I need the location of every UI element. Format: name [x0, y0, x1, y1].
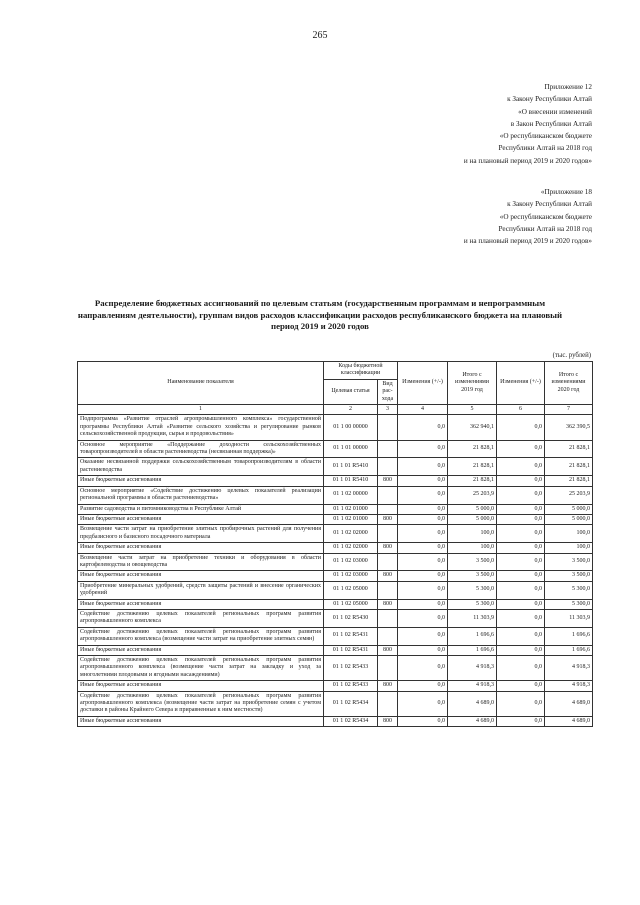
row-target-code-cell: 01 1 01 R5410 [324, 458, 378, 476]
appendix-line: и на плановый период 2019 и 2020 годов» [463, 237, 592, 246]
table-row [78, 514, 593, 524]
row-total-2020-cell: 11 303,9 [545, 609, 593, 627]
row-expense-type-cell [378, 553, 398, 571]
row-change-2019-cell: 0,0 [398, 609, 448, 627]
row-change-2019-cell: 0,0 [398, 514, 448, 524]
row-expense-type-cell: 800 [378, 514, 398, 524]
row-total-2019-cell: 5 300,0 [448, 599, 497, 609]
row-change-2019-cell: 0,0 [398, 656, 448, 681]
row-name-cell: Основное мероприятие «Содействие достижению целевых показателей реализации региональной программы в области растениеводства» [78, 486, 324, 504]
row-total-2020-cell: 21 828,1 [545, 440, 593, 458]
row-target-code-cell: 01 1 02 R5433 [324, 656, 378, 681]
row-target-code-cell: 01 1 02 R5434 [324, 716, 378, 726]
row-change-2020-cell: 0,0 [497, 716, 545, 726]
row-name-cell: Иные бюджетные ассигнования [78, 599, 324, 609]
row-name-cell: Содействие достижению целевых показателей региональных программ развития агропромышленного комплекса (возмещение части затрат на закладку и уход за многолетними плодовыми и ягодными насаждениями) [78, 656, 324, 681]
budget-table [77, 361, 593, 727]
row-total-2019-cell: 362 940,1 [448, 415, 497, 440]
row-expense-type-cell: 800 [378, 543, 398, 553]
row-name-cell: Иные бюджетные ассигнования [78, 543, 324, 553]
row-total-2019-cell: 100,0 [448, 525, 497, 543]
row-change-2019-cell: 0,0 [398, 681, 448, 691]
column-number: 7 [545, 405, 593, 415]
row-total-2020-cell: 100,0 [545, 525, 593, 543]
column-number: 6 [497, 405, 545, 415]
row-total-2020-cell: 5 000,0 [545, 504, 593, 514]
table-row [78, 415, 593, 440]
row-total-2019-cell: 1 696,6 [448, 645, 497, 655]
table-row [78, 486, 593, 504]
row-total-2019-cell: 5 000,0 [448, 504, 497, 514]
page-number: 265 [312, 30, 328, 41]
row-total-2019-cell: 25 203,9 [448, 486, 497, 504]
row-total-2020-cell: 1 696,6 [545, 645, 593, 655]
row-total-2020-cell: 5 300,0 [545, 581, 593, 599]
row-change-2020-cell: 0,0 [497, 581, 545, 599]
row-target-code-cell: 01 1 02 R5431 [324, 645, 378, 655]
row-change-2019-cell: 0,0 [398, 716, 448, 726]
column-number: 4 [398, 405, 448, 415]
column-numbers-row [78, 405, 593, 415]
row-total-2020-cell: 5 300,0 [545, 599, 593, 609]
appendix-line: «Приложение 18 [540, 188, 592, 196]
row-change-2020-cell: 0,0 [497, 458, 545, 476]
row-expense-type-cell [378, 656, 398, 681]
header-change-2020: Изменения (+/-) [497, 362, 545, 405]
table-row [78, 681, 593, 691]
row-expense-type-cell [378, 525, 398, 543]
row-total-2019-cell: 3 500,0 [448, 553, 497, 571]
column-number: 3 [378, 405, 398, 415]
appendix-line: к Закону Республики Алтай [507, 200, 592, 209]
row-change-2020-cell: 0,0 [497, 627, 545, 645]
row-name-cell: Содействие достижению целевых показателей региональных программ развития агропромышленного комплекса [78, 609, 324, 627]
row-change-2020-cell: 0,0 [497, 691, 545, 716]
row-total-2020-cell: 5 000,0 [545, 514, 593, 524]
row-name-cell: Подпрограмма «Развитие отраслей агропромышленного комплекса» государственной программы Республики Алтай «Развитие сельского хозяйства и регулирование рынков сельскохозяйственной продукции, сырья и продовольствия» [78, 415, 324, 440]
row-target-code-cell: 01 1 02 03000 [324, 571, 378, 581]
row-change-2020-cell: 0,0 [497, 476, 545, 486]
appendix-line: Республики Алтай на 2018 год [498, 224, 592, 233]
row-total-2019-cell: 21 828,1 [448, 476, 497, 486]
row-name-cell: Содействие достижению целевых показателей региональных программ развития агропромышленного комплекса (возмещение части затрат на приобретение элитных семян) [78, 627, 324, 645]
row-change-2020-cell: 0,0 [497, 514, 545, 524]
row-name-cell: Содействие достижению целевых показателей региональных программ развития агропромышленного комплекса (возмещение части затрат на приобретение семян с учетом доставки в районы Крайнего Севера и приравненные к ним местности) [78, 691, 324, 716]
row-total-2019-cell: 4 918,3 [448, 656, 497, 681]
table-row [78, 525, 593, 543]
row-name-cell: Иные бюджетные ассигнования [78, 514, 324, 524]
row-target-code-cell: 01 1 02 02000 [324, 525, 378, 543]
table-row [78, 440, 593, 458]
row-target-code-cell: 01 1 02 05000 [324, 581, 378, 599]
row-name-cell: Иные бюджетные ассигнования [78, 716, 324, 726]
table-row [78, 609, 593, 627]
table-row [78, 645, 593, 655]
row-change-2019-cell: 0,0 [398, 504, 448, 514]
appendix-line: Республики Алтай на 2018 год [498, 144, 592, 153]
row-total-2020-cell: 1 696,6 [545, 627, 593, 645]
column-number: 5 [448, 405, 497, 415]
table-row [78, 543, 593, 553]
table-row [78, 691, 593, 716]
row-total-2019-cell: 21 828,1 [448, 458, 497, 476]
row-total-2019-cell: 21 828,1 [448, 440, 497, 458]
row-name-cell: Иные бюджетные ассигнования [78, 476, 324, 486]
row-target-code-cell: 01 1 02 03000 [324, 553, 378, 571]
header-target-article: Целевая статья [324, 379, 378, 404]
units-label: (тыс. рублей) [552, 352, 591, 359]
table-row [78, 458, 593, 476]
row-target-code-cell: 01 1 02 R5434 [324, 691, 378, 716]
row-name-cell: Возмещение части затрат на приобретение техники и оборудования в области картофелеводства и овощеводства [78, 553, 324, 571]
row-name-cell: Иные бюджетные ассигнования [78, 681, 324, 691]
appendix-line: Приложение 12 [544, 83, 592, 91]
row-target-code-cell: 01 1 02 R5431 [324, 627, 378, 645]
row-target-code-cell: 01 1 01 R5410 [324, 476, 378, 486]
header-expense-type: Вид рас-хода [378, 379, 398, 404]
row-target-code-cell: 01 1 01 00000 [324, 440, 378, 458]
row-total-2020-cell: 21 828,1 [545, 458, 593, 476]
row-change-2019-cell: 0,0 [398, 440, 448, 458]
row-total-2019-cell: 11 303,9 [448, 609, 497, 627]
row-change-2019-cell: 0,0 [398, 581, 448, 599]
row-change-2020-cell: 0,0 [497, 599, 545, 609]
row-target-code-cell: 01 1 02 05000 [324, 599, 378, 609]
row-total-2020-cell: 21 828,1 [545, 476, 593, 486]
row-change-2020-cell: 0,0 [497, 525, 545, 543]
header-name: Наименование показателя [78, 362, 324, 405]
row-total-2019-cell: 4 689,0 [448, 716, 497, 726]
appendix-line: к Закону Республики Алтай [507, 95, 592, 104]
row-change-2019-cell: 0,0 [398, 645, 448, 655]
row-change-2019-cell: 0,0 [398, 691, 448, 716]
row-total-2020-cell: 25 203,9 [545, 486, 593, 504]
row-total-2019-cell: 5 000,0 [448, 514, 497, 524]
row-total-2020-cell: 4 689,0 [545, 716, 593, 726]
row-expense-type-cell [378, 627, 398, 645]
row-change-2020-cell: 0,0 [497, 645, 545, 655]
row-total-2019-cell: 3 500,0 [448, 571, 497, 581]
appendix-line: в Закон Республики Алтай [510, 119, 592, 128]
row-change-2019-cell: 0,0 [398, 553, 448, 571]
row-change-2020-cell: 0,0 [497, 486, 545, 504]
row-change-2020-cell: 0,0 [497, 571, 545, 581]
row-change-2020-cell: 0,0 [497, 656, 545, 681]
row-expense-type-cell: 800 [378, 476, 398, 486]
row-expense-type-cell [378, 440, 398, 458]
row-expense-type-cell: 800 [378, 571, 398, 581]
row-expense-type-cell: 800 [378, 716, 398, 726]
table-row [78, 553, 593, 571]
row-change-2020-cell: 0,0 [497, 440, 545, 458]
row-name-cell: Возмещение части затрат на приобретение элитных пробирочных растений для получения предбазисного и базисного посадочного материала [78, 525, 324, 543]
row-total-2020-cell: 3 500,0 [545, 571, 593, 581]
row-name-cell: Иные бюджетные ассигнования [78, 571, 324, 581]
row-total-2020-cell: 4 918,3 [545, 656, 593, 681]
appendix-18-heading [464, 186, 592, 247]
row-change-2019-cell: 0,0 [398, 543, 448, 553]
header-total-2019: Итого с изменениями 2019 год [448, 362, 497, 405]
row-expense-type-cell [378, 458, 398, 476]
table-row [78, 581, 593, 599]
appendix-line: «О республиканском бюджете [499, 212, 592, 221]
row-expense-type-cell [378, 415, 398, 440]
row-name-cell: Основное мероприятие «Поддержание доходности сельскохозяйственных товаропроизводителей в области растениеводства (несвязанная поддержка)» [78, 440, 324, 458]
row-name-cell: Оказание несвязанной поддержки сельскохозяйственным товаропроизводителям в области растениеводства [78, 458, 324, 476]
row-expense-type-cell: 800 [378, 599, 398, 609]
row-change-2020-cell: 0,0 [497, 415, 545, 440]
appendix-line: «О республиканском бюджете [499, 132, 592, 141]
row-total-2020-cell: 4 918,3 [545, 681, 593, 691]
row-target-code-cell: 01 1 02 01000 [324, 504, 378, 514]
row-total-2019-cell: 1 696,6 [448, 627, 497, 645]
row-name-cell: Развитие садоводства и питомниководства в Республике Алтай [78, 504, 324, 514]
column-number: 2 [324, 405, 378, 415]
appendix-line: и на плановый период 2019 и 2020 годов» [463, 156, 592, 165]
row-change-2020-cell: 0,0 [497, 609, 545, 627]
row-expense-type-cell [378, 504, 398, 514]
column-number: 1 [78, 405, 324, 415]
row-change-2019-cell: 0,0 [398, 627, 448, 645]
row-change-2019-cell: 0,0 [398, 599, 448, 609]
row-change-2020-cell: 0,0 [497, 553, 545, 571]
row-change-2020-cell: 0,0 [497, 504, 545, 514]
row-change-2019-cell: 0,0 [398, 486, 448, 504]
row-expense-type-cell: 800 [378, 681, 398, 691]
header-change-2019: Изменения (+/-) [398, 362, 448, 405]
row-total-2020-cell: 4 689,0 [545, 691, 593, 716]
table-row [78, 599, 593, 609]
row-change-2019-cell: 0,0 [398, 571, 448, 581]
row-target-code-cell: 01 1 02 01000 [324, 514, 378, 524]
table-row [78, 476, 593, 486]
row-total-2019-cell: 4 689,0 [448, 691, 497, 716]
row-target-code-cell: 01 1 02 00000 [324, 486, 378, 504]
table-row [78, 627, 593, 645]
row-total-2019-cell: 4 918,3 [448, 681, 497, 691]
table-row [78, 716, 593, 726]
row-total-2019-cell: 5 300,0 [448, 581, 497, 599]
row-change-2019-cell: 0,0 [398, 458, 448, 476]
row-change-2020-cell: 0,0 [497, 543, 545, 553]
row-total-2020-cell: 3 500,0 [545, 553, 593, 571]
row-name-cell: Приобретение минеральных удобрений, средств защиты растений и внесение органических удобрений [78, 581, 324, 599]
row-expense-type-cell [378, 486, 398, 504]
row-expense-type-cell [378, 691, 398, 716]
row-expense-type-cell: 800 [378, 645, 398, 655]
row-target-code-cell: 01 1 02 02000 [324, 543, 378, 553]
table-row [78, 656, 593, 681]
header-total-2020: Итого с изменениями 2020 год [545, 362, 593, 405]
row-change-2019-cell: 0,0 [398, 415, 448, 440]
table-row [78, 571, 593, 581]
row-name-cell: Иные бюджетные ассигнования [78, 645, 324, 655]
appendix-12-heading [464, 81, 592, 167]
table-row [78, 504, 593, 514]
row-change-2019-cell: 0,0 [398, 525, 448, 543]
row-total-2019-cell: 100,0 [448, 543, 497, 553]
row-total-2020-cell: 100,0 [545, 543, 593, 553]
row-total-2020-cell: 362 390,5 [545, 415, 593, 440]
row-expense-type-cell [378, 609, 398, 627]
appendix-line: «О внесении изменений [518, 107, 592, 116]
row-change-2019-cell: 0,0 [398, 476, 448, 486]
row-change-2020-cell: 0,0 [497, 681, 545, 691]
row-target-code-cell: 01 1 00 00000 [324, 415, 378, 440]
row-target-code-cell: 01 1 02 R5433 [324, 681, 378, 691]
table-body [78, 415, 593, 727]
row-target-code-cell: 01 1 02 R5430 [324, 609, 378, 627]
document-title: Распределение бюджетных ассигнований по целевым статьям (государственным программам и непрограммным направлениям деятельности), группам видов расходов классификации расходов республиканского бюджета на плановый период 2019 и 2020 годов [77, 298, 563, 331]
row-expense-type-cell [378, 581, 398, 599]
header-codes: Коды бюджетной классификации [324, 362, 398, 380]
